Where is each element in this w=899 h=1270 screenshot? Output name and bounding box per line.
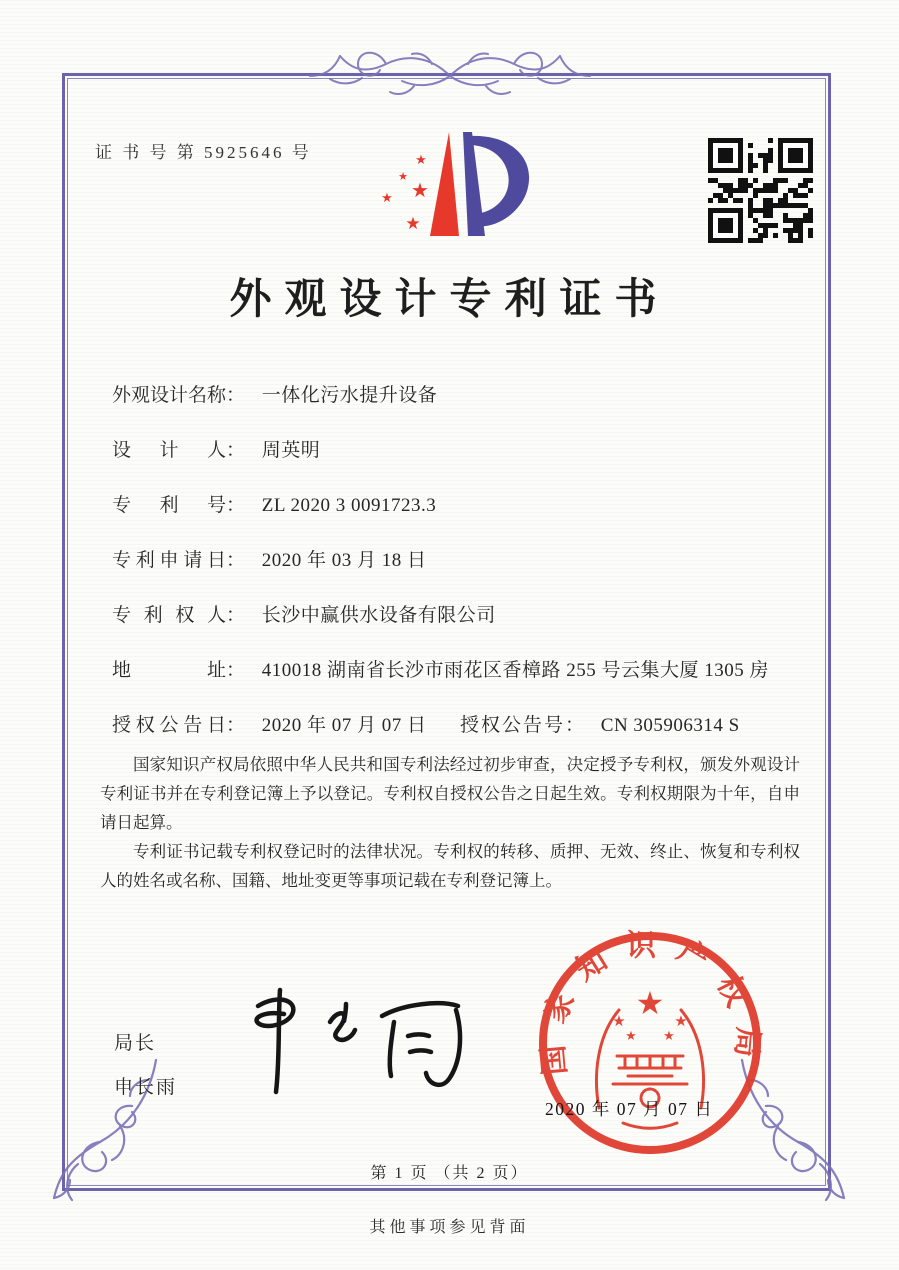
svg-text:★: ★	[415, 153, 427, 168]
page-number: 第 1 页 （共 2 页）	[370, 1165, 529, 1182]
director-title: 局长	[114, 1033, 157, 1054]
certificate-title: 外观设计专利证书	[229, 277, 670, 323]
field-label: 设计人	[112, 440, 226, 461]
seal-date: 2020 年 07 月 07 日	[545, 1099, 714, 1119]
svg-text:★: ★	[398, 170, 408, 183]
svg-text:★: ★	[612, 1012, 626, 1030]
svg-text:★: ★	[663, 1029, 675, 1044]
field-address	[112, 655, 812, 679]
svg-text:★: ★	[674, 1012, 688, 1030]
field-colon: ：	[226, 550, 246, 571]
field-value: 2020 年 07 月 07 日	[261, 715, 427, 736]
certificate-number: 证 书 号 第 5925646 号	[95, 143, 312, 162]
field-label: 专利权人	[112, 605, 226, 626]
svg-text:★: ★	[405, 214, 421, 234]
legal-paragraph-1: 国家知识产权局依照中华人民共和国专利法经过初步审查，决定授予专利权，颁发外观设计专利证书并在专利登记簿上予以登记。专利权自授权公告之日起生效。专利权期限为十年，自申请日起算。	[100, 755, 800, 832]
field-value: ZL 2020 3 0091723.3	[261, 495, 437, 516]
field-label: 授权公告日	[112, 715, 226, 736]
field-colon: ：	[226, 385, 246, 406]
field-application-date	[112, 545, 812, 569]
svg-text:★: ★	[625, 1029, 637, 1044]
field-designer	[112, 435, 812, 459]
seal-ring-text: 国家知识产权局	[535, 929, 765, 1077]
field-design-name	[112, 380, 812, 404]
field-value: 410018 湖南省长沙市雨花区香樟路 255 号云集大厦 1305 房	[261, 660, 770, 681]
field-colon: ：	[565, 715, 585, 736]
director-block	[114, 1028, 177, 1099]
certificate-fields	[112, 380, 812, 765]
field-colon: ：	[226, 605, 246, 626]
field-label: 专利号	[112, 495, 226, 516]
svg-text:★: ★	[635, 984, 665, 1022]
field-grant-row	[112, 710, 812, 734]
field-label: 专利申请日	[112, 550, 226, 571]
field-label: 地址	[112, 660, 226, 681]
field-value: 周英明	[261, 440, 321, 461]
director-signature-icon	[242, 982, 474, 1098]
field-colon: ：	[226, 660, 246, 681]
field-patentee	[112, 600, 812, 624]
field-value: 2020 年 03 月 18 日	[261, 550, 427, 571]
field-value: 一体化污水提升设备	[261, 385, 438, 406]
cnipa-patent-logo-icon	[372, 128, 540, 246]
legal-text-block	[100, 750, 800, 895]
qr-code	[708, 138, 813, 243]
field-grant-date	[112, 715, 427, 736]
field-value: 长沙中赢供水设备有限公司	[261, 605, 496, 626]
cnipa-official-seal	[533, 926, 767, 1160]
svg-text:★: ★	[381, 191, 393, 206]
svg-text:★: ★	[411, 178, 429, 202]
field-colon: ：	[226, 495, 246, 516]
field-grant-number	[460, 710, 740, 737]
field-value: CN 305906314 S	[600, 715, 740, 736]
field-label: 授权公告号	[460, 715, 566, 736]
director-name: 申长雨	[114, 1077, 178, 1098]
field-label: 外观设计名称	[112, 385, 227, 406]
field-colon: ：	[226, 715, 246, 736]
back-note: 其他事项参见背面	[369, 1219, 530, 1236]
legal-paragraph-2: 专利证书记载专利权登记时的法律状况。专利权的转移、质押、无效、终止、恢复和专利权人的姓名或名称、国籍、地址变更等事项记载在专利登记簿上。	[100, 842, 800, 890]
field-colon: ：	[226, 440, 246, 461]
field-patent-number	[112, 490, 812, 514]
